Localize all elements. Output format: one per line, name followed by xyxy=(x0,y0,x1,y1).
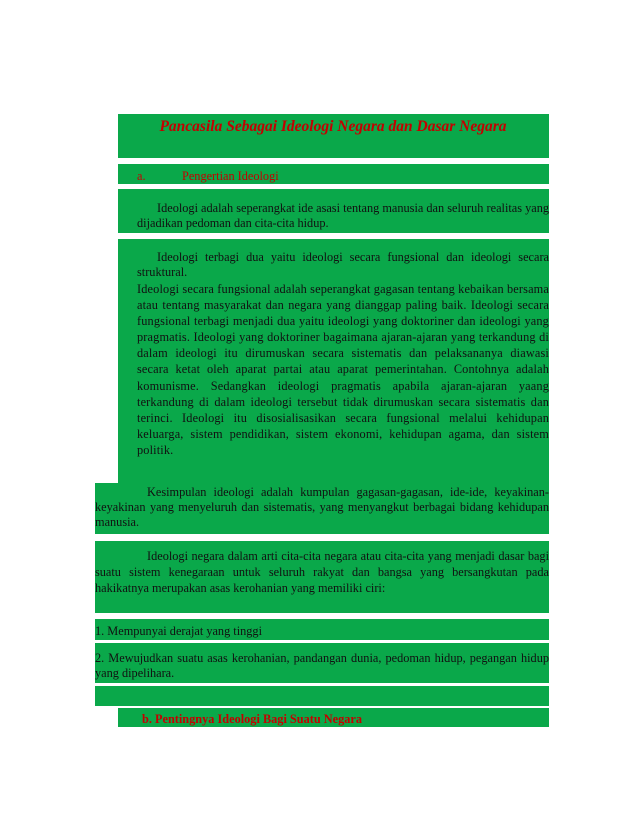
section-a-heading xyxy=(137,169,437,184)
paragraph-4: Kesimpulan ideologi adalah kumpulan gagasan-gagasan, ide-ide, keyakinan-keyakinan yang menyeluruh dan sistematis, yang menyangkut berbagai bidang kehidupan manusia. xyxy=(95,485,549,530)
paragraph-1: Ideologi adalah seperangkat ide asasi tentang manusia dan seluruh realitas yang dijadikan pedoman dan cita-cita hidup. xyxy=(137,201,549,231)
section-a-marker: a. xyxy=(137,169,146,183)
paragraph-5: Ideologi negara dalam arti cita-cita negara atau cita-cita yang menjadi dasar bagi suatu sistem kenegaraan untuk seluruh rakyat dan bangsa yang bersangkutan pada hakikatnya merupakan asas kerohanian yang memiliki ciri: xyxy=(95,549,549,595)
section-b-heading: b. Pentingnya Ideologi Bagi Suatu Negara xyxy=(142,712,363,726)
paragraph-2: Ideologi terbagi dua yaitu ideologi secara fungsional dan ideologi secara struktural. xyxy=(137,250,549,280)
empty-block xyxy=(95,686,549,706)
list-item-2: 2. Mewujudkan suatu asas kerohanian, pandangan dunia, pedoman hidup, pegangan hidup yang dipelihara. xyxy=(95,651,549,681)
list-item-1: 1. Mempunyai derajat yang tinggi xyxy=(95,624,262,638)
section-a-title: Pengertian Ideologi xyxy=(182,169,279,183)
paragraph-3: Ideologi secara fungsional adalah seperangkat gagasan tentang kebaikan bersama atau tentang masyarakat dan negara yang dianggap paling baik. Ideologi secara fungsional terbagi menjadi dua yaitu ideologi yang doktoriner dan ideologi yang pragmatis. Ideologi yang doktoriner bagaimana ajaran-ajaran yang terkandung di dalam ideologi itu dirumuskan secara sistematis dan pelaksananya diawasi secara ketat oleh aparat partai atau aparat pemerintahan. Contohnya adalah komunisme. Sedangkan ideologi pragmatis apabila ajaran-ajaran yaang terkandung di dalam ideologi tersebut tidak dirumuskan secara sistematis dan terinci. Ideologi itu disosialisasikan secara fungsional melalui kehidupan keluarga, sistem pendidikan, sistem ekonomi, kehidupan agama, dan sistem politik. xyxy=(137,282,549,457)
document-title: Pancasila Sebagai Ideologi Negara dan Dasar Negara xyxy=(159,118,507,135)
